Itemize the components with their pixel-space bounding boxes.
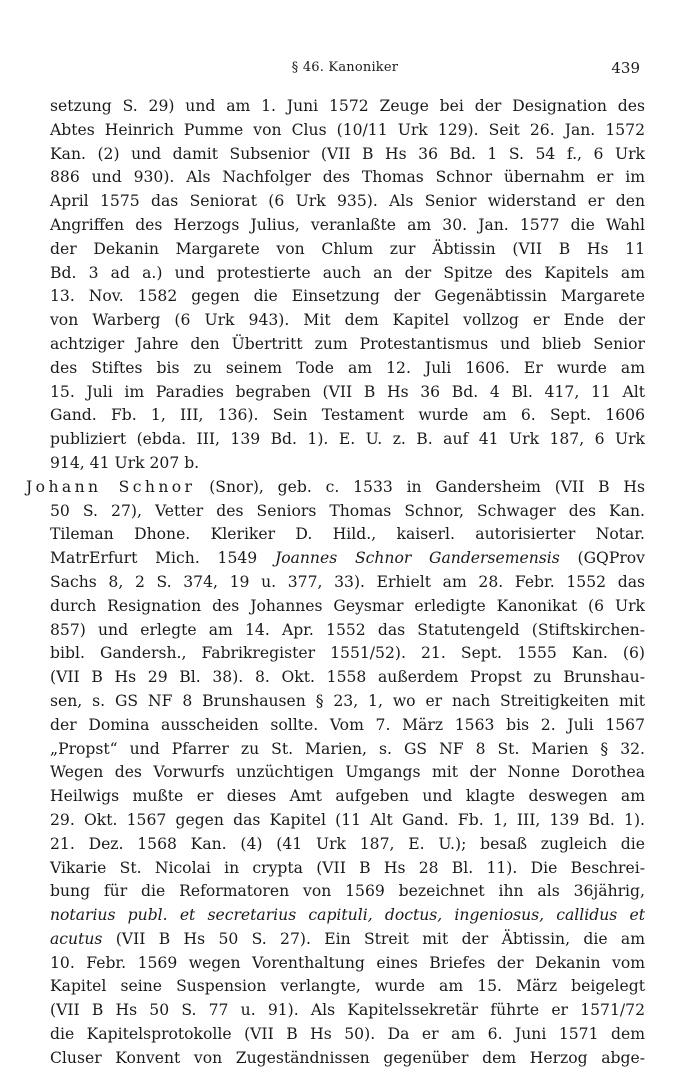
text-line: Tileman Dhone. Kleriker D. Hild., kaiserl. autorisierter Notar. [50, 525, 645, 544]
text-line: 29. Okt. 1567 gegen das Kapitel (11 Alt Gand. Fb. 1, III, 139 Bd. 1). [50, 810, 645, 829]
text-line: 10. Febr. 1569 wegen Vorenthaltung eines Briefes der Dekanin vom [50, 953, 645, 972]
text-line: 857) und erlegte am 14. Apr. 1552 das Statutengeld (Stiftskirchen- [50, 620, 645, 639]
text-line: publiziert (ebda. III, 139 Bd. 1). E. U. z. B. auf 41 Urk 187, 6 Urk [50, 430, 645, 449]
text-line: Sachs 8, 2 S. 374, 19 u. 377, 33). Erhielt am 28. Febr. 1552 das [50, 572, 645, 591]
text-line: Angriffen des Herzogs Julius, veranlaßte am 30. Jan. 1577 die Wahl [50, 215, 645, 234]
text-line: 21. Dez. 1568 Kan. (4) (41 Urk 187, E. U.); besaß zugleich die [50, 834, 645, 853]
italic-quote: acutus [50, 929, 103, 948]
text-line: achtziger Jahre den Übertritt zum Protestantismus und blieb Senior [50, 334, 645, 353]
page-number: 439 [611, 59, 640, 77]
text-line: Wegen des Vorwurfs unzüchtigen Umgangs mit der Nonne Dorothea [50, 763, 645, 782]
text-line: 13. Nov. 1582 gegen die Einsetzung der Gegenäbtissin Margarete [50, 287, 645, 306]
text-line: Kapitel seine Suspension verlangte, wurde am 15. März beigelegt [50, 977, 645, 996]
text-line: 886 und 930). Als Nachfolger des Thomas Schnor übernahm er im [50, 168, 645, 187]
entry-name: Johann Schnor [26, 477, 196, 496]
text-line: bung für die Reformatoren von 1569 bezeichnet ihn als 36jährig, [50, 882, 645, 901]
text-line: von Warberg (6 Urk 943). Mit dem Kapitel vollzog er Ende der [50, 311, 645, 330]
text-line: der Dekanin Margarete von Chlum zur Äbtissin (VII B Hs 11 [50, 239, 645, 258]
text-line: die Kapitelsprotokolle (VII B Hs 50). Da er am 6. Juni 1571 dem [50, 1025, 645, 1044]
text-line: Kan. (2) und damit Subsenior (VII B Hs 36 Bd. 1 S. 54 f., 6 Urk [50, 144, 645, 163]
text-line: Heilwigs mußte er dieses Amt aufgeben und klagte deswegen am [50, 787, 645, 806]
text-line: Bd. 3 ad a.) und protestierte auch an der Spitze des Kapitels am [50, 263, 645, 282]
entry-start-line: Johann Schnor (Snor), geb. c. 1533 in Gandersheim (VII B Hs [26, 477, 645, 496]
text-line: bibl. Gandersh., Fabrikregister 1551/52). 21. Sept. 1555 Kan. (6) [50, 644, 645, 663]
italic-quote: notarius publ. et secretarius capituli, doctus, ingeniosus, callidus et [50, 906, 645, 925]
text-line: (VII B Hs 50 S. 77 u. 91). Als Kapitelssekretär führte er 1571/72 [50, 1001, 645, 1020]
text-line: des Stiftes bis zu seinem Tode am 12. Juli 1606. Er wurde am [50, 358, 645, 377]
text-line: acutus (VII B Hs 50 S. 27). Ein Streit mit der Äbtissin, die am [50, 929, 645, 948]
text-line: 50 S. 27), Vetter des Seniors Thomas Schnor, Schwager des Kan. [50, 501, 645, 520]
text-line: Gand. Fb. 1, III, 136). Sein Testament wurde am 6. Sept. 1606 [50, 406, 645, 425]
text-line: durch Resignation des Johannes Geysmar erledigte Kanonikat (6 Urk [50, 596, 645, 615]
text-line: sen, s. GS NF 8 Brunshausen § 23, 1, wo er nach Streitigkeiten mit [50, 691, 645, 710]
text-line: Vikarie St. Nicolai in crypta (VII B Hs 28 Bl. 11). Die Beschrei- [50, 858, 645, 877]
text-line: April 1575 das Seniorat (6 Urk 935). Als Senior widerstand er den [50, 192, 645, 211]
text-line: Cluser Konvent von Zugeständnissen gegenüber dem Herzog abge- [50, 1048, 645, 1067]
text-line [50, 904, 645, 928]
text-line: MatrErfurt Mich. 1549 Joannes Schnor Gandersemensis (GQProv [50, 549, 645, 568]
text-line: 914, 41 Urk 207 b. [50, 453, 200, 472]
body-text [26, 95, 645, 1071]
text-line: 15. Juli im Paradies begraben (VII B Hs 36 Bd. 4 Bl. 417, 11 Alt [50, 382, 645, 401]
running-header [50, 60, 640, 80]
text-line: (VII B Hs 29 Bl. 38). 8. Okt. 1558 außerdem Propst zu Brunshau- [50, 668, 645, 687]
text-line: Abtes Heinrich Pumme von Clus (10/11 Urk 129). Seit 26. Jan. 1572 [50, 120, 645, 139]
text-line: „Propst“ und Pfarrer zu St. Marien, s. GS NF 8 St. Marien § 32. [50, 739, 645, 758]
text-line: setzung S. 29) und am 1. Juni 1572 Zeuge bei der Designation des [50, 97, 645, 115]
italic-quote: Joannes Schnor Gandersemensis [274, 549, 560, 568]
text-line: der Domina ausscheiden sollte. Vom 7. März 1563 bis 2. Juli 1567 [50, 715, 645, 734]
running-title: § 46. Kanoniker [291, 60, 399, 75]
